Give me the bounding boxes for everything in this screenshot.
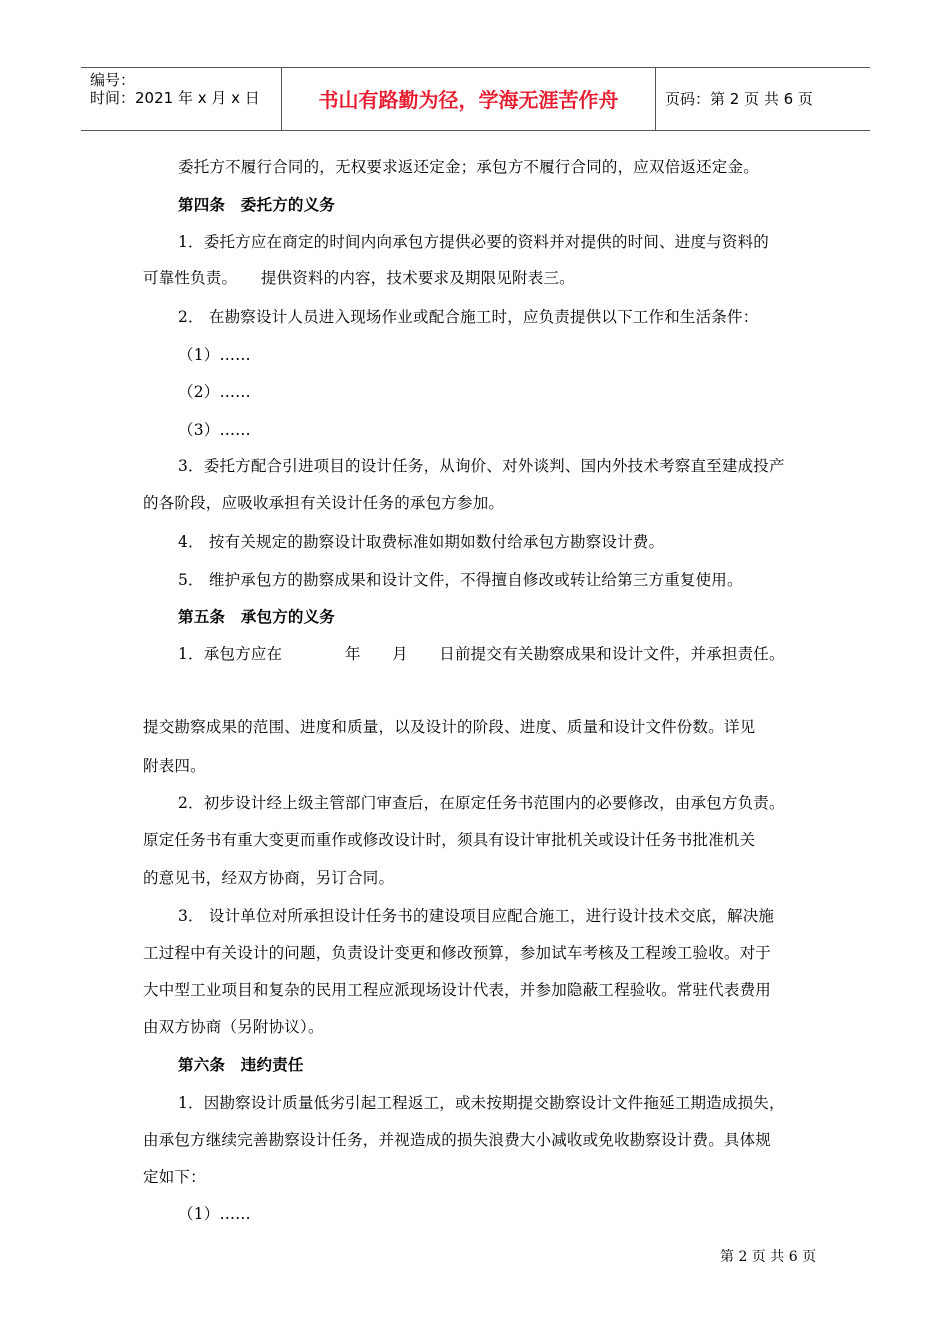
paragraph-line: 工过程中有关设计的问题，负责设计变更和修改预算，参加试车考核及工程竣工验收。对于 (143, 944, 772, 962)
article-6-heading: 第六条 违约责任 (178, 1055, 304, 1074)
list-item: （1）…… (178, 346, 251, 364)
header-motto: 书山有路勤为径，学海无涯苦作舟 (318, 88, 619, 112)
doc-time-label: 时间：2021 年 x 月 x 日 (90, 89, 260, 107)
paragraph-line: 4． 按有关规定的勘察设计取费标准如期如数付给承包方勘察设计费。 (178, 533, 665, 551)
list-item: （1）…… (178, 1205, 251, 1223)
paragraph-line: 定如下： (143, 1168, 206, 1186)
paragraph-line: 3．委托方配合引进项目的设计任务，从询价、对外谈判、国内外技术考察直至建成投产 (178, 457, 785, 475)
paragraph-line: 的各阶段，应吸收承担有关设计任务的承包方参加。 (143, 494, 505, 512)
paragraph-line: 可靠性负责。 提供资料的内容，技术要求及期限见附表三。 (143, 269, 575, 287)
list-item: （3）…… (178, 421, 251, 439)
paragraph-line: 1．承包方应在 年 月 日前提交有关勘察成果和设计文件，并承担责任。 (178, 645, 785, 663)
header-page-cell (655, 68, 870, 130)
paragraph-line: 委托方不履行合同的，无权要求返还定金；承包方不履行合同的，应双倍返还定金。 (178, 158, 759, 176)
page-header (81, 67, 870, 131)
paragraph-line: 3． 设计单位对所承担设计任务书的建设项目应配合施工，进行设计技术交底，解决施 (178, 907, 775, 925)
paragraph-line: 原定任务书有重大变更而重作或修改设计时，须具有设计审批机关或设计任务书批准机关 (143, 831, 756, 849)
header-motto-cell (281, 68, 656, 130)
paragraph-line: 的意见书，经双方协商，另订合同。 (143, 869, 395, 887)
paragraph-line: 2．初步设计经上级主管部门审查后，在原定任务书范围内的必要修改，由承包方负责。 (178, 794, 785, 812)
paragraph-line: 5． 维护承包方的勘察成果和设计文件，不得擅自修改或转让给第三方重复使用。 (178, 571, 743, 589)
paragraph-line: 由双方协商（另附协议）。 (143, 1018, 324, 1036)
article-5-heading: 第五条 承包方的义务 (178, 607, 336, 626)
header-meta-cell (81, 68, 281, 130)
footer-page-number: 第 2 页 共 6 页 (720, 1249, 817, 1265)
paragraph-line: 1．委托方应在商定的时间内向承包方提供必要的资料并对提供的时间、进度与资料的 (178, 233, 769, 251)
article-4-heading: 第四条 委托方的义务 (178, 195, 336, 214)
list-item: （2）…… (178, 383, 251, 401)
paragraph-line: 1．因勘察设计质量低劣引起工程返工，或未按期提交勘察设计文件拖延工期造成损失， (178, 1094, 785, 1112)
header-page-number: 页码：第 2 页 共 6 页 (665, 90, 813, 108)
paragraph-line: 由承包方继续完善勘察设计任务，并视造成的损失浪费大小减收或免收勘察设计费。具体规 (143, 1131, 772, 1149)
doc-code-label: 编号： (90, 71, 136, 89)
paragraph-line: 2． 在勘察设计人员进入现场作业或配合施工时，应负责提供以下工作和生活条件： (178, 308, 759, 326)
paragraph-line: 大中型工业项目和复杂的民用工程应派现场设计代表，并参加隐蔽工程验收。常驻代表费用 (143, 981, 772, 999)
paragraph-line: 提交勘察成果的范围、进度和质量，以及设计的阶段、进度、质量和设计文件份数。详见 (143, 718, 756, 736)
paragraph-line: 附表四。 (143, 757, 206, 775)
